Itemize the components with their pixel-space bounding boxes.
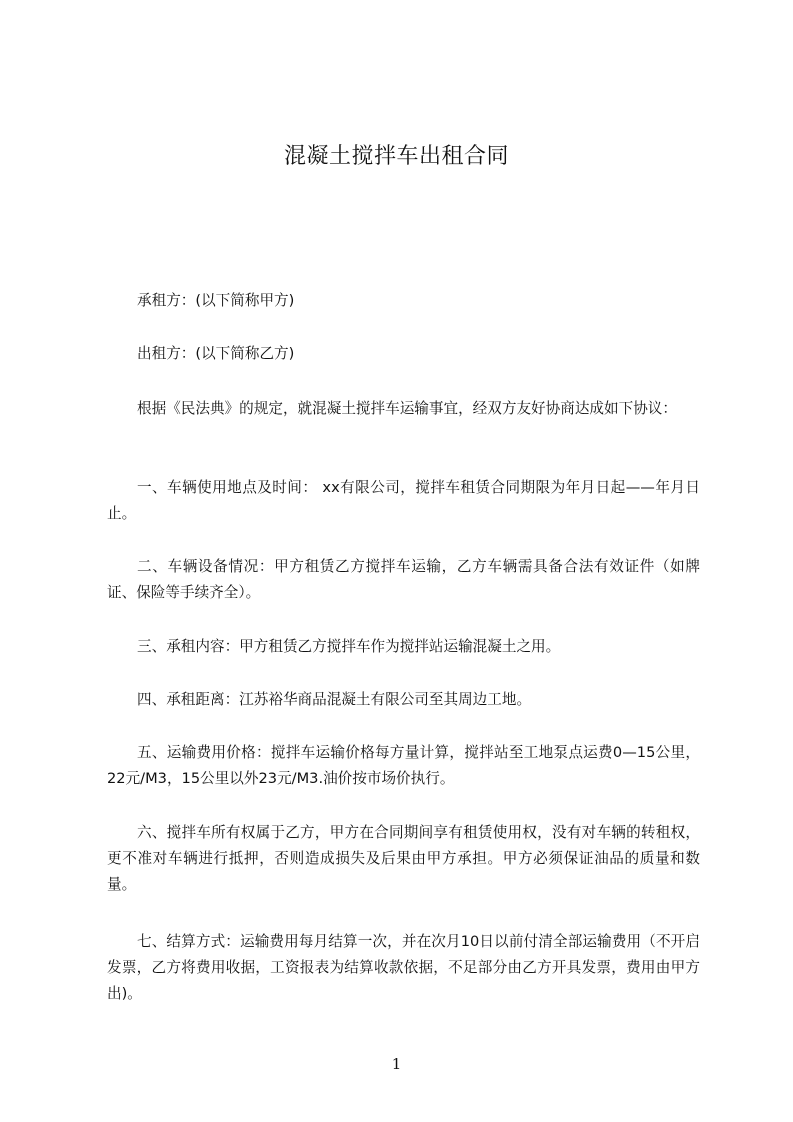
lessee-line: 承租方：(以下简称甲方): [137, 292, 295, 309]
document-title: 混凝土搅拌车出租合同: [283, 144, 509, 169]
clause-1-paragraph: 一、车辆使用地点及时间： xx有限公司，搅拌车租赁合同期限为年月日起——年月日止。: [107, 479, 700, 522]
lessor-line: 出租方：(以下简称乙方): [137, 345, 295, 362]
clause-3-paragraph: 三、承租内容：甲方租赁乙方搅拌车作为搅拌站运输混凝土之用。: [137, 638, 561, 655]
page-number: 1: [391, 1055, 402, 1073]
clause-6-paragraph: 六、搅拌车所有权属于乙方，甲方在合同期间享有租赁使用权，没有对车辆的转租权，更不准对车辆进行抵押，否则造成损失及后果由甲方承担。甲方必须保证油品的质量和数量。: [107, 824, 700, 893]
preamble-paragraph: 根据《民法典》的规定，就混凝土搅拌车运输事宜，经双方友好协商达成如下协议：: [137, 400, 677, 417]
clause-5-paragraph: 五、运输费用价格：搅拌车运输价格每方量计算，搅拌站至工地泵点运费0—15公里，22元/M3，15公里以外23元/M3.油价按市场价执行。: [107, 744, 700, 787]
clause-2-paragraph: 二、车辆设备情况：甲方租赁乙方搅拌车运输，乙方车辆需具备合法有效证件（如牌证、保险等手续齐全）。: [107, 558, 700, 601]
clause-7-paragraph: 七、结算方式：运输费用每月结算一次，并在次月10日以前付清全部运输费用（不开启发票，乙方将费用收据，工资报表为结算收款依据，不足部分由乙方开具发票，费用由甲方出)。: [107, 933, 700, 1002]
clause-4-paragraph: 四、承租距离：江苏裕华商品混凝土有限公司至其周边工地。: [137, 691, 532, 708]
